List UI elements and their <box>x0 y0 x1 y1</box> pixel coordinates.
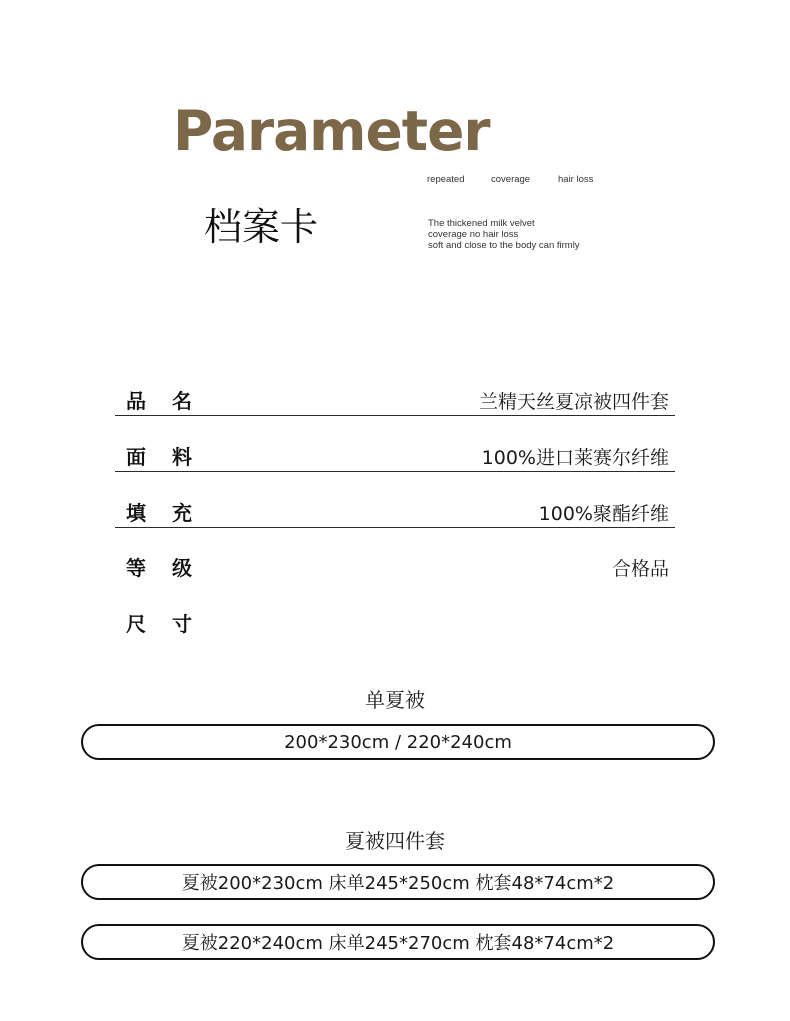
param-label: 面料 <box>126 445 218 469</box>
size-option-set-1: 夏被200*230cm 床单245*250cm 枕套48*74cm*2 <box>81 864 715 900</box>
param-value: 100%进口莱赛尔纤维 <box>481 447 669 469</box>
subtitle-cn: 档案卡 <box>204 205 319 249</box>
section-title-set: 夏被四件套 <box>345 829 445 853</box>
page-title: Parameter <box>173 99 490 163</box>
tag-coverage: coverage <box>491 174 531 185</box>
param-value: 100%聚酯纤维 <box>538 503 669 525</box>
param-row-filling <box>115 497 675 528</box>
param-row-fabric <box>115 441 675 472</box>
description-line: The thickened milk velvet <box>428 218 535 229</box>
description-line: coverage no hair loss <box>428 229 519 240</box>
description-line: soft and close to the body can firmly <box>428 240 580 251</box>
param-value: 合格品 <box>611 558 669 580</box>
param-row-grade <box>115 552 675 582</box>
section-title-single: 单夏被 <box>365 688 425 712</box>
param-row-size <box>115 608 675 638</box>
param-label: 等级 <box>126 556 218 580</box>
size-option-single: 200*230cm / 220*240cm <box>81 724 715 760</box>
param-label: 品名 <box>126 389 218 413</box>
description-block <box>428 218 580 251</box>
param-label: 尺寸 <box>126 612 218 636</box>
tag-hair-loss: hair loss <box>558 174 594 185</box>
param-label: 填充 <box>126 501 218 525</box>
tag-repeated: repeated <box>427 174 465 185</box>
param-row-name <box>115 385 675 416</box>
param-value: 兰精天丝夏凉被四件套 <box>478 391 669 413</box>
size-option-set-2: 夏被220*240cm 床单245*270cm 枕套48*74cm*2 <box>81 924 715 960</box>
